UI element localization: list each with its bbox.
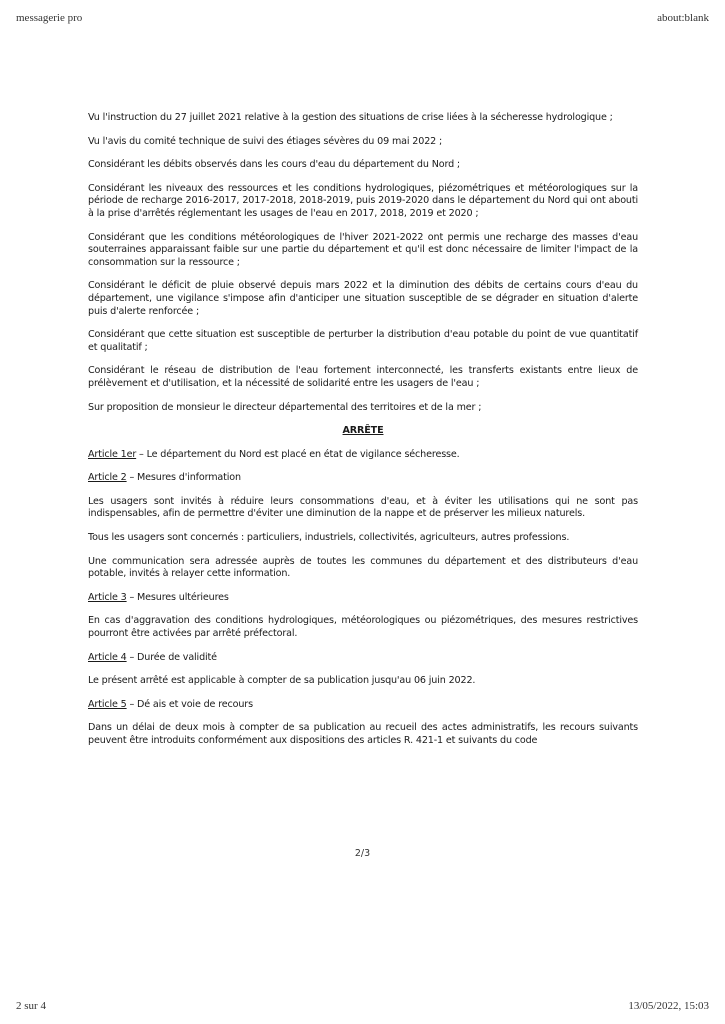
- article-2-paragraph: Tous les usagers sont concernés : particuliers, industriels, collectivités, agriculteurs, autres professions.: [88, 532, 570, 544]
- browser-footer-page: 2 sur 4: [16, 1000, 46, 1012]
- recital-paragraph: Considérant que les conditions météorologiques de l'hiver 2021-2022 ont permis une recharge des masses d'eau souterraines apparaissant faible sur une partie du département et qu'il est donc nécessaire de limiter l'impact de la consommation sur la ressource ;: [88, 231, 638, 268]
- article-3-heading: [88, 592, 638, 605]
- browser-header-url: about:blank: [657, 12, 709, 24]
- article-3-paragraph: En cas d'aggravation des conditions hydrologiques, météorologiques ou piézométriques, des mesures restrictives pourront être activées par arrêté préfectoral.: [88, 615, 638, 640]
- recital-paragraph: Considérant que cette situation est susceptible de perturber la distribution d'eau potable du point de vue quantitatif et qualitatif ;: [88, 329, 638, 353]
- article-4-label: Article 4: [88, 651, 127, 663]
- browser-header-title: messagerie pro: [16, 12, 83, 24]
- article-2-paragraph: Les usagers sont invités à réduire leurs consommations d'eau, et à éviter les utilisations qui ne sont pas indispensables, afin de permettre d'éviter une diminution de la nappe et de préserver les milieux naturels.: [88, 495, 638, 520]
- recital-paragraph: Considérant le réseau de distribution de l'eau fortement interconnecté, les transferts existants entre lieux de prélèvement et d'utilisation, et la nécessité de solidarité entre les usagers de l'eau ;: [88, 365, 638, 389]
- decree-heading: ARRÊTE: [342, 425, 384, 437]
- article-2-heading: [88, 472, 638, 485]
- article-2-label: Article 2: [88, 472, 127, 484]
- article-4-title: – Durée de validité: [126, 651, 217, 663]
- recital-paragraph: Considérant les niveaux des ressources et les conditions hydrologiques, piézométriques et météorologiques sur la période de recharge 2016-2017, 2017-2018, 2018-2019, puis 2019-2020 dans le département du Nord qui ont abouti à la prise d'arrêtés réglementant les usages de l'eau en 2017, 2018, 2019 et 2020 ;: [88, 182, 638, 219]
- page-number: 2/3: [354, 848, 371, 859]
- article-2-paragraph: Une communication sera adressée auprès de toutes les communes du département et des distributeurs d'eau potable, invités à relayer cette information.: [88, 555, 638, 580]
- article-1-text: – Le département du Nord est placé en état de vigilance sécheresse.: [136, 448, 460, 460]
- article-2-title: – Mesures d'information: [126, 472, 241, 484]
- document-body: [88, 112, 638, 759]
- article-5-title: – Dé ais et voie de recours: [126, 698, 253, 710]
- recital-paragraph: Vu l'avis du comité technique de suivi des étiages sévères du 09 mai 2022 ;: [88, 135, 443, 147]
- article-1: [88, 449, 638, 462]
- browser-footer-datetime: 13/05/2022, 15:03: [628, 1000, 709, 1012]
- article-4-paragraph: Le présent arrêté est applicable à compter de sa publication jusqu'au 06 juin 2022.: [88, 675, 476, 687]
- article-4-heading: [88, 652, 638, 665]
- article-3-title: – Mesures ultérieures: [126, 591, 229, 603]
- recital-paragraph: Considérant les débits observés dans les cours d'eau du département du Nord ;: [88, 159, 460, 171]
- recital-paragraph: Considérant le déficit de pluie observé depuis mars 2022 et la diminution des débits de certains cours d'eau du département, une vigilance s'impose afin d'anticiper une situation susceptible de se dégrader en situation d'alerte puis d'alerte renforcée ;: [88, 280, 638, 317]
- article-5-label: Article 5: [88, 698, 127, 710]
- article-5-heading: [88, 699, 638, 712]
- article-3-label: Article 3: [88, 591, 127, 603]
- article-5-paragraph: Dans un délai de deux mois à compter de sa publication au recueil des actes administratifs, les recours suivants peuvent être introduits conformément aux dispositions des articles R. 421-1 et suivants du code: [88, 722, 638, 746]
- recital-paragraph: Vu l'instruction du 27 juillet 2021 relative à la gestion des situations de crise liées à la sécheresse hydrologique ;: [88, 112, 613, 123]
- article-1-label: Article 1er: [88, 448, 137, 460]
- recital-paragraph: Sur proposition de monsieur le directeur départemental des territoires et de la mer ;: [88, 401, 482, 413]
